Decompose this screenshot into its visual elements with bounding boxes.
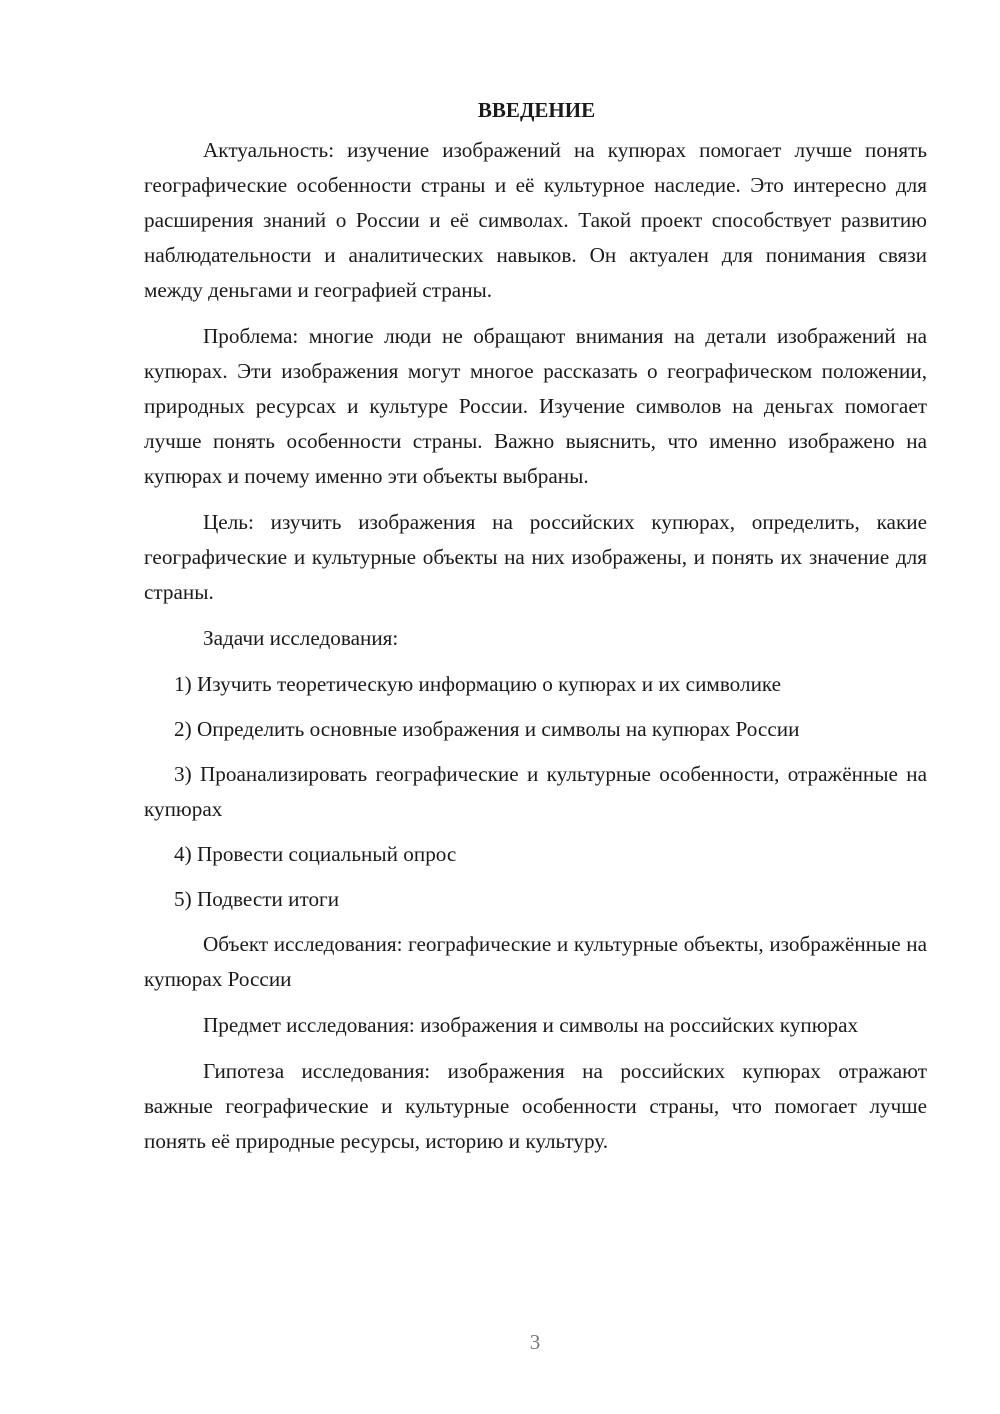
task-item-3: 3) Проанализировать географические и культурные особенности, отражённые на купюрах bbox=[144, 762, 927, 821]
relevance-paragraph: Актуальность: изучение изображений на купюрах помогает лучше понять географические особенности страны и её культурное наследие. Это интересно для расширения знаний о России и её символах. Такой проект способствует развитию наблюдательности и аналитических навыков. Он актуален для понимания связи между деньгами и географией страны. bbox=[144, 138, 927, 302]
problem-paragraph: Проблема: многие люди не обращают внимания на детали изображений на купюрах. Эти изображения могут многое рассказать о географическом положении, природных ресурсах и культуре России. Изучение символов на деньгах помогает лучше понять особенности страны. Важно выяснить, что именно изображено на купюрах и почему именно эти объекты выбраны. bbox=[144, 324, 927, 488]
task-item-5: 5) Подвести итоги bbox=[174, 887, 340, 911]
task-item-2: 2) Определить основные изображения и символы на купюрах России bbox=[174, 717, 800, 741]
tasks-heading: Задачи исследования: bbox=[203, 626, 399, 650]
object-paragraph: Объект исследования: географические и культурные объекты, изображённые на купюрах России bbox=[144, 932, 927, 991]
page-title: ВВЕДЕНИЕ bbox=[477, 98, 596, 122]
hypothesis-paragraph: Гипотеза исследования: изображения на российских купюрах отражают важные географические и культурные особенности страны, что помогает лучше понять её природные ресурсы, историю и культуру. bbox=[144, 1059, 927, 1153]
document-page bbox=[144, 95, 927, 1170]
task-item-1: 1) Изучить теоретическую информацию о купюрах и их символике bbox=[174, 672, 782, 696]
goal-paragraph: Цель: изучить изображения на российских купюрах, определить, какие географические и культурные объекты на них изображены, и понять их значение для страны. bbox=[144, 510, 927, 604]
subject-paragraph: Предмет исследования: изображения и символы на российских купюрах bbox=[203, 1013, 859, 1037]
task-item-4: 4) Провести социальный опрос bbox=[174, 842, 457, 866]
page-number: 3 bbox=[529, 1330, 541, 1354]
